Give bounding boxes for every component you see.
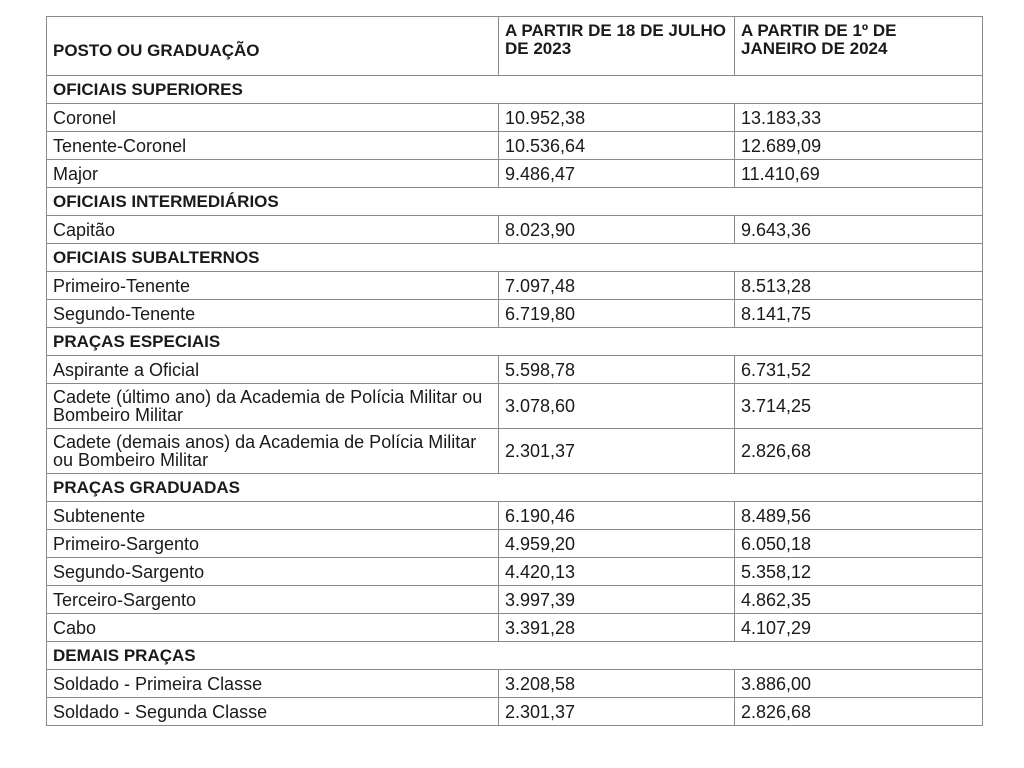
value-2024-cell: 8.489,56	[735, 502, 983, 530]
table-header	[47, 17, 983, 76]
rank-cell: Segundo-Tenente	[47, 300, 499, 328]
value-2023-cell: 3.391,28	[499, 614, 735, 642]
table-row	[47, 530, 983, 558]
table-body	[47, 76, 983, 726]
value-2023-cell: 8.023,90	[499, 216, 735, 244]
rank-cell: Terceiro-Sargento	[47, 586, 499, 614]
table-row	[47, 216, 983, 244]
group-title: OFICIAIS INTERMEDIÁRIOS	[47, 188, 983, 216]
value-2024-cell: 6.731,52	[735, 356, 983, 384]
group-title: PRAÇAS GRADUADAS	[47, 474, 983, 502]
table-row	[47, 104, 983, 132]
rank-cell: Coronel	[47, 104, 499, 132]
value-2023-cell: 3.997,39	[499, 586, 735, 614]
value-2023-cell: 4.420,13	[499, 558, 735, 586]
rank-cell: Cabo	[47, 614, 499, 642]
value-2023-cell: 10.536,64	[499, 132, 735, 160]
table-row	[47, 586, 983, 614]
group-title: OFICIAIS SUPERIORES	[47, 76, 983, 104]
value-2024-cell: 6.050,18	[735, 530, 983, 558]
value-2024-cell: 11.410,69	[735, 160, 983, 188]
header-july-2023: A PARTIR DE 18 DE JULHO DE 2023	[499, 17, 735, 76]
rank-cell: Tenente-Coronel	[47, 132, 499, 160]
group-title: OFICIAIS SUBALTERNOS	[47, 244, 983, 272]
value-2023-cell: 7.097,48	[499, 272, 735, 300]
table-row	[47, 502, 983, 530]
value-2023-cell: 10.952,38	[499, 104, 735, 132]
group-header-row	[47, 642, 983, 670]
table-row	[47, 160, 983, 188]
group-header-row	[47, 474, 983, 502]
value-2024-cell: 8.513,28	[735, 272, 983, 300]
rank-cell: Soldado - Primeira Classe	[47, 670, 499, 698]
value-2024-cell: 3.714,25	[735, 384, 983, 429]
value-2023-cell: 9.486,47	[499, 160, 735, 188]
value-2023-cell: 4.959,20	[499, 530, 735, 558]
table-row	[47, 558, 983, 586]
header-january-2024: A PARTIR DE 1º DE JANEIRO DE 2024	[735, 17, 983, 76]
rank-cell: Segundo-Sargento	[47, 558, 499, 586]
group-header-row	[47, 188, 983, 216]
group-header-row	[47, 76, 983, 104]
group-header-row	[47, 328, 983, 356]
table-row	[47, 272, 983, 300]
rank-cell: Primeiro-Tenente	[47, 272, 499, 300]
header-row	[47, 17, 983, 76]
header-rank: POSTO OU GRADUAÇÃO	[47, 17, 499, 76]
value-2024-cell: 3.886,00	[735, 670, 983, 698]
value-2023-cell: 3.208,58	[499, 670, 735, 698]
value-2023-cell: 6.719,80	[499, 300, 735, 328]
table-row	[47, 300, 983, 328]
rank-cell: Major	[47, 160, 499, 188]
value-2024-cell: 12.689,09	[735, 132, 983, 160]
value-2023-cell: 5.598,78	[499, 356, 735, 384]
value-2024-cell: 5.358,12	[735, 558, 983, 586]
salary-table-document	[46, 16, 982, 726]
value-2023-cell: 2.301,37	[499, 698, 735, 726]
value-2024-cell: 4.862,35	[735, 586, 983, 614]
value-2024-cell: 2.826,68	[735, 429, 983, 474]
value-2023-cell: 2.301,37	[499, 429, 735, 474]
rank-cell: Primeiro-Sargento	[47, 530, 499, 558]
rank-cell: Soldado - Segunda Classe	[47, 698, 499, 726]
table-row	[47, 670, 983, 698]
value-2024-cell: 4.107,29	[735, 614, 983, 642]
rank-cell: Cadete (último ano) da Academia de Polícia Militar ou Bombeiro Militar	[47, 384, 499, 429]
table-row	[47, 698, 983, 726]
group-header-row	[47, 244, 983, 272]
value-2024-cell: 8.141,75	[735, 300, 983, 328]
table-row	[47, 132, 983, 160]
rank-cell: Aspirante a Oficial	[47, 356, 499, 384]
table-row	[47, 356, 983, 384]
table-row	[47, 384, 983, 429]
rank-cell: Subtenente	[47, 502, 499, 530]
group-title: DEMAIS PRAÇAS	[47, 642, 983, 670]
rank-cell: Capitão	[47, 216, 499, 244]
rank-cell: Cadete (demais anos) da Academia de Polícia Militar ou Bombeiro Militar	[47, 429, 499, 474]
value-2024-cell: 2.826,68	[735, 698, 983, 726]
value-2023-cell: 3.078,60	[499, 384, 735, 429]
value-2023-cell: 6.190,46	[499, 502, 735, 530]
salary-table	[46, 16, 983, 726]
value-2024-cell: 13.183,33	[735, 104, 983, 132]
value-2024-cell: 9.643,36	[735, 216, 983, 244]
group-title: PRAÇAS ESPECIAIS	[47, 328, 983, 356]
table-row	[47, 614, 983, 642]
table-row	[47, 429, 983, 474]
